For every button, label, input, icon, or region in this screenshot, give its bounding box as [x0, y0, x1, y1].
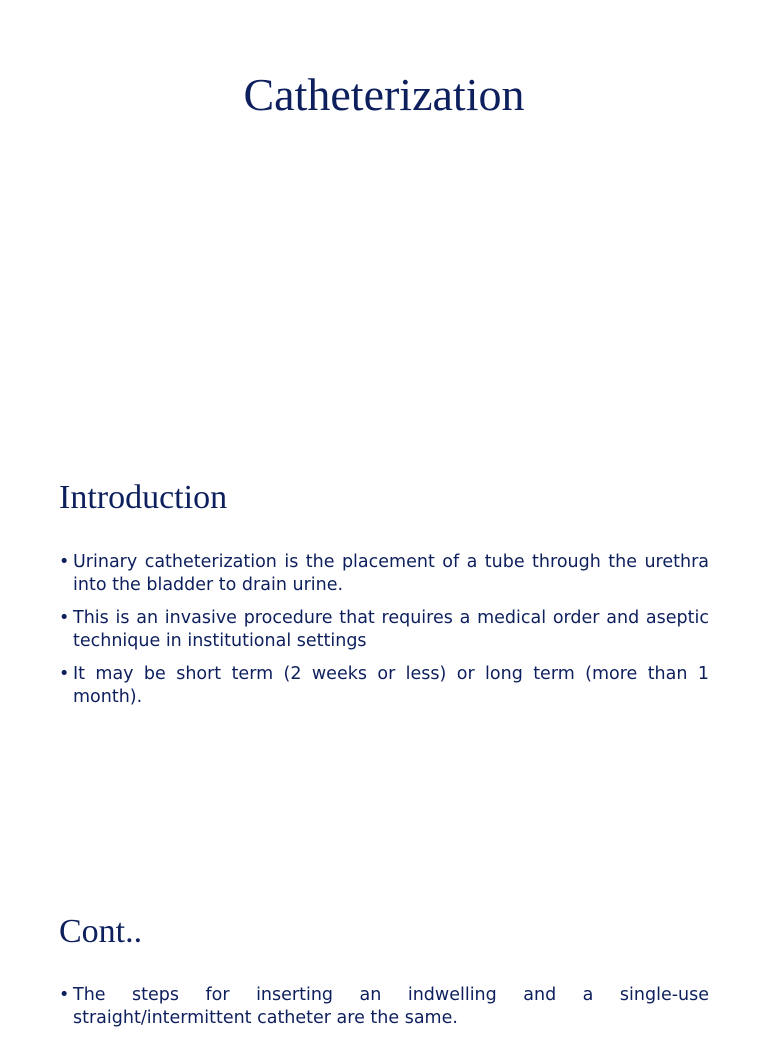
section-title-cont: Cont..: [59, 913, 143, 950]
section-title-introduction: Introduction: [59, 479, 228, 516]
bullet-text: The steps for inserting an indwelling and a single-use straight/intermittent catheter are the same.: [73, 985, 709, 1028]
cont-bullet-list: [59, 984, 709, 1040]
list-item: [59, 607, 709, 653]
introduction-bullet-list: [59, 551, 709, 719]
bullet-text: It may be short term (2 weeks or less) or long term (more than 1 month).: [73, 664, 709, 707]
bullet-icon: •: [59, 552, 70, 572]
bullet-icon: •: [59, 664, 70, 684]
bullet-icon: •: [59, 985, 70, 1005]
bullet-text: Urinary catheterization is the placement of a tube through the urethra into the bladder to drain urine.: [73, 552, 709, 595]
bullet-icon: •: [59, 608, 70, 628]
list-item: [59, 984, 709, 1030]
slide-title: Catheterization: [243, 69, 525, 120]
list-item: [59, 663, 709, 709]
list-item: [59, 551, 709, 597]
bullet-text: This is an invasive procedure that requires a medical order and aseptic technique in institutional settings: [73, 608, 709, 651]
